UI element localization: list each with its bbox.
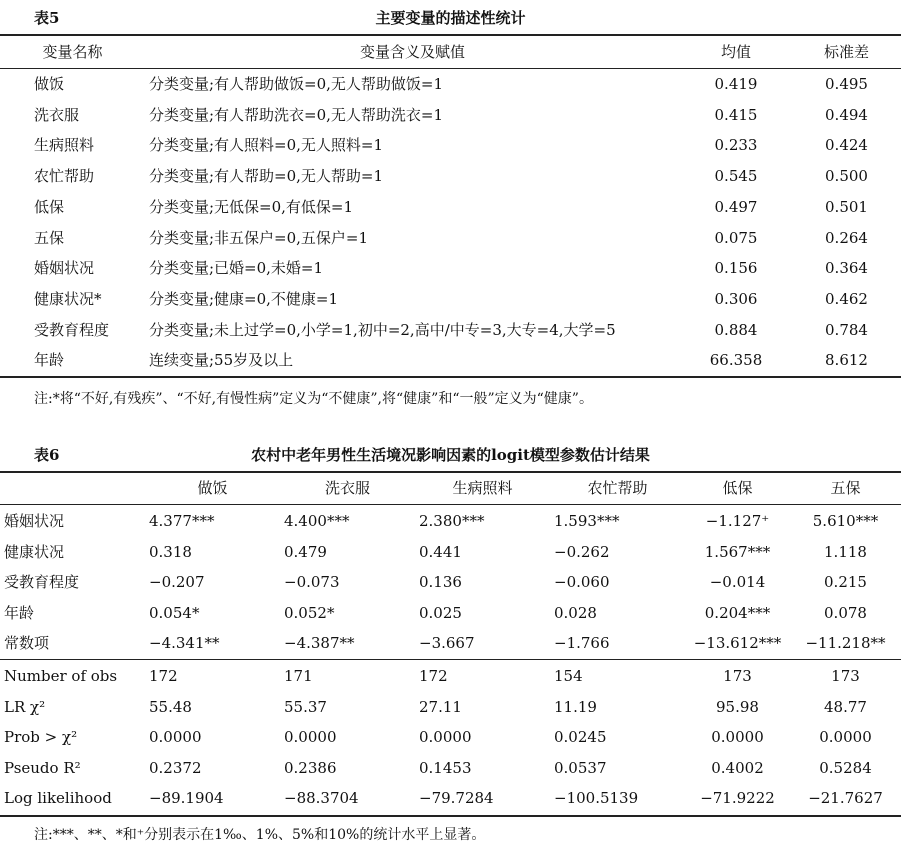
value-cell: −0.060 — [554, 573, 610, 592]
value-cell: 0.025 — [419, 603, 462, 622]
value-cell: 0.501 — [825, 197, 868, 216]
table5-title: 主要变量的描述性统计 — [375, 9, 526, 27]
table5-row — [0, 223, 901, 253]
row-label-cell: 婚姻状况 — [34, 259, 95, 278]
value-cell: 分类变量;无低保=0,有低保=1 — [149, 197, 354, 216]
value-cell: 173 — [831, 667, 860, 685]
value-cell: 0.052* — [284, 603, 335, 622]
table6-stat-row — [0, 783, 901, 813]
table5-note: 注:*将“不好,有残疾”、“不好,有慢性病”定义为“不健康”,将“健康”和“一般”定义为“健康”。 — [34, 391, 593, 407]
row-label-cell: Log likelihood — [4, 789, 112, 808]
value-cell: 0.0245 — [554, 728, 607, 747]
value-cell: 分类变量;非五保户=0,五保户=1 — [149, 228, 369, 247]
table5-top-rule — [0, 34, 901, 36]
row-label-cell: 婚姻状况 — [4, 512, 65, 530]
table6-coef-row — [0, 537, 901, 567]
table5-header-cell: 均值 — [720, 43, 751, 61]
value-cell: 0.5284 — [819, 758, 872, 777]
value-cell: 0.364 — [825, 259, 868, 278]
table6-stat-row — [0, 753, 901, 783]
value-cell: 0.156 — [714, 259, 758, 278]
row-label-cell: Number of obs — [4, 667, 118, 685]
table5-row — [0, 161, 901, 191]
value-cell: 0.784 — [825, 320, 868, 339]
row-label-cell: 受教育程度 — [34, 320, 110, 339]
value-cell: 0.441 — [419, 542, 462, 561]
value-cell: 0.0000 — [819, 728, 872, 747]
value-cell: 0.0000 — [419, 728, 472, 747]
value-cell: 0.2372 — [149, 758, 202, 777]
value-cell: 分类变量;有人帮助做饭=0,无人帮助做饭=1 — [149, 75, 444, 93]
value-cell: −21.7627 — [808, 789, 883, 808]
value-cell: 分类变量;有人帮助洗衣=0,无人帮助洗衣=1 — [149, 105, 444, 124]
value-cell: 5.610*** — [812, 512, 879, 530]
value-cell: 0.078 — [824, 603, 867, 622]
value-cell: 0.204*** — [704, 603, 771, 622]
table6-title: 农村中老年男性生活境况影响因素的logit模型参数估计结果 — [251, 446, 650, 464]
table6-bottom-rule — [0, 815, 901, 817]
value-cell: 0.028 — [554, 603, 597, 622]
table6-coef-row — [0, 598, 901, 628]
value-cell: 0.075 — [714, 228, 758, 247]
table5-row — [0, 284, 901, 314]
value-cell: 0.419 — [714, 75, 758, 93]
row-label-cell: 农忙帮助 — [34, 167, 95, 186]
value-cell: 0.1453 — [419, 758, 472, 777]
table5-row — [0, 345, 901, 375]
table6-note: 注:***、**、*和⁺分别表示在1‰、1%、5%和10%的统计水平上显著。 — [34, 827, 486, 843]
table5-caption — [0, 4, 901, 30]
value-cell: 55.37 — [284, 697, 327, 716]
value-cell: 0.424 — [825, 136, 868, 155]
table5-row — [0, 315, 901, 345]
value-cell: 0.054* — [149, 603, 200, 622]
value-cell: 27.11 — [419, 697, 462, 716]
table6-mid-rule — [0, 659, 901, 660]
value-cell: 1.593*** — [554, 512, 620, 530]
value-cell: 0.0000 — [711, 728, 764, 747]
table6-header-row — [0, 473, 901, 503]
value-cell: 0.0000 — [149, 728, 202, 747]
row-label-cell: 健康状况 — [4, 542, 65, 561]
table5-header-cell: 标准差 — [823, 43, 869, 61]
value-cell: 0.2386 — [284, 758, 337, 777]
value-cell: 8.612 — [825, 351, 868, 370]
value-cell: −89.1904 — [149, 789, 224, 808]
value-cell: 171 — [284, 667, 313, 685]
value-cell: −13.612*** — [693, 634, 782, 653]
value-cell: 分类变量;健康=0,不健康=1 — [149, 289, 339, 308]
value-cell: 0.884 — [714, 320, 758, 339]
table5-row — [0, 130, 901, 160]
value-cell: 连续变量;55岁及以上 — [149, 351, 294, 370]
value-cell: 0.494 — [825, 105, 868, 124]
value-cell: 0.0537 — [554, 758, 607, 777]
value-cell: 0.215 — [824, 573, 867, 592]
table6-header-cell — [0, 473, 145, 503]
value-cell: 0.4002 — [711, 758, 764, 777]
table6-coef-row — [0, 506, 901, 536]
table6-stat-row — [0, 692, 901, 722]
value-cell: 2.380*** — [419, 512, 485, 530]
value-cell: −0.014 — [709, 573, 766, 592]
value-cell: 0.264 — [825, 228, 868, 247]
value-cell: 分类变量;有人帮助=0,无人帮助=1 — [149, 167, 384, 186]
table5-bottom-rule — [0, 376, 901, 378]
row-label-cell: 洗衣服 — [34, 105, 80, 124]
row-label-cell: 生病照料 — [34, 136, 95, 155]
table5-row — [0, 192, 901, 222]
value-cell: 172 — [149, 667, 178, 685]
row-label-cell: 健康状况* — [34, 289, 102, 308]
table5-header-row — [0, 37, 901, 67]
table6-number: 表6 — [34, 446, 60, 464]
table5-row — [0, 100, 901, 130]
value-cell: 分类变量;未上过学=0,小学=1,初中=2,高中/中专=3,大专=4,大学=5 — [149, 320, 616, 339]
table5-header-cell: 变量含义及赋值 — [359, 43, 465, 61]
table6-header-cell: 农忙帮助 — [587, 479, 648, 497]
value-cell: −1.766 — [554, 634, 610, 653]
table6-header-cell: 洗衣服 — [324, 479, 370, 497]
table5-row — [0, 69, 901, 99]
value-cell: 0.415 — [714, 105, 758, 124]
value-cell: 分类变量;有人照料=0,无人照料=1 — [149, 136, 384, 155]
value-cell: 55.48 — [149, 697, 192, 716]
table6-coef-row — [0, 628, 901, 658]
value-cell: 分类变量;已婚=0,未婚=1 — [149, 259, 324, 278]
value-cell: −79.7284 — [419, 789, 494, 808]
value-cell: −0.073 — [284, 573, 340, 592]
row-label-cell: 五保 — [34, 228, 65, 247]
table5-header-cell: 变量名称 — [42, 43, 103, 61]
value-cell: 66.358 — [709, 351, 763, 370]
value-cell: 173 — [723, 667, 752, 685]
table6-caption — [0, 441, 901, 467]
value-cell: 0.462 — [825, 289, 868, 308]
table6-stat-row — [0, 722, 901, 752]
value-cell: −100.5139 — [554, 789, 639, 808]
value-cell: −0.262 — [554, 542, 610, 561]
value-cell: 0.479 — [284, 542, 327, 561]
value-cell: 95.98 — [716, 697, 759, 716]
value-cell: 0.545 — [714, 167, 758, 186]
value-cell: −0.207 — [149, 573, 205, 592]
table6-header-cell: 低保 — [722, 479, 753, 497]
table5-row — [0, 253, 901, 283]
row-label-cell: 做饭 — [34, 75, 65, 93]
value-cell: −71.9222 — [700, 789, 775, 808]
value-cell: 0.497 — [714, 197, 758, 216]
value-cell: 1.118 — [824, 542, 867, 561]
table6-header-rule — [0, 504, 901, 505]
value-cell: 0.306 — [714, 289, 758, 308]
value-cell: −4.341** — [149, 634, 220, 653]
table6-header-cell: 做饭 — [197, 479, 228, 497]
row-label-cell: LR χ² — [4, 697, 46, 716]
table6-header-cell: 五保 — [830, 479, 861, 497]
table6-coef-row — [0, 567, 901, 597]
table6-stat-row — [0, 661, 901, 691]
row-label-cell: 低保 — [34, 197, 65, 216]
table5-number: 表5 — [34, 9, 60, 27]
value-cell: 0.136 — [419, 573, 462, 592]
row-label-cell: Pseudo R² — [4, 758, 81, 777]
value-cell: 0.0000 — [284, 728, 337, 747]
value-cell: 0.318 — [149, 542, 192, 561]
value-cell: 4.377*** — [149, 512, 215, 530]
row-label-cell: Prob > χ² — [4, 728, 78, 747]
row-label-cell: 年龄 — [4, 603, 35, 622]
value-cell: 0.233 — [714, 136, 758, 155]
value-cell: −3.667 — [419, 634, 475, 653]
value-cell: 0.495 — [825, 75, 868, 93]
row-label-cell: 年龄 — [34, 351, 65, 370]
value-cell: 11.19 — [554, 697, 597, 716]
value-cell: 48.77 — [824, 697, 867, 716]
value-cell: −1.127⁺ — [705, 512, 770, 530]
value-cell: 1.567*** — [704, 542, 771, 561]
value-cell: −88.3704 — [284, 789, 359, 808]
value-cell: −11.218** — [805, 634, 886, 653]
row-label-cell: 常数项 — [4, 634, 50, 653]
table6-header-cell: 生病照料 — [452, 479, 513, 497]
value-cell: 4.400*** — [284, 512, 350, 530]
value-cell: 0.500 — [825, 167, 868, 186]
value-cell: −4.387** — [284, 634, 355, 653]
value-cell: 154 — [554, 667, 583, 685]
row-label-cell: 受教育程度 — [4, 573, 80, 592]
value-cell: 172 — [419, 667, 448, 685]
